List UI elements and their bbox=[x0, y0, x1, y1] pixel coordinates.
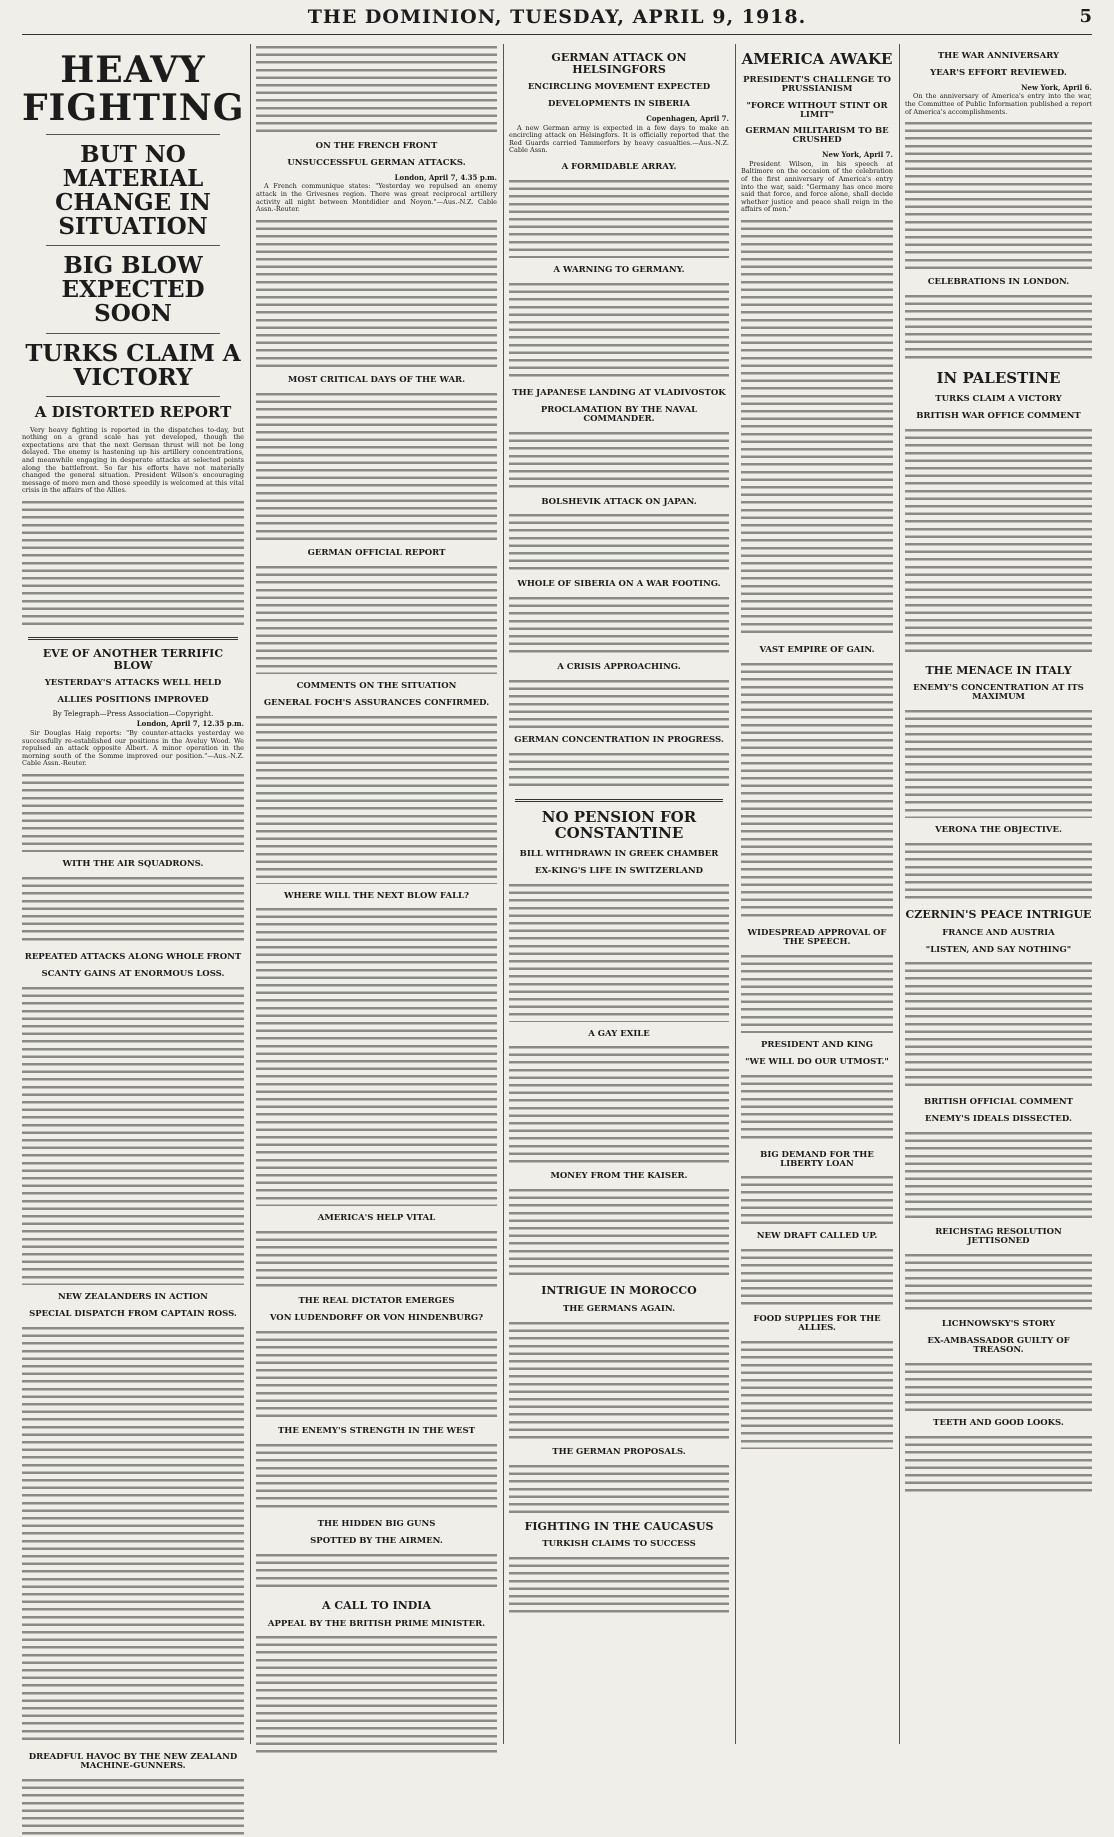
section-hidden-guns: THE HIDDEN BIG GUNS bbox=[317, 1519, 436, 1530]
article-text-lines bbox=[905, 120, 1092, 270]
column-rule bbox=[899, 44, 900, 1744]
subhead-war-office: BRITISH WAR OFFICE COMMENT bbox=[916, 410, 1081, 421]
subhead-ludendorff: VON LUDENDORFF OR VON HINDENBURG? bbox=[269, 1313, 484, 1324]
column-1 bbox=[22, 44, 245, 1771]
section-teeth-good-looks: TEETH AND GOOD LOOKS. bbox=[933, 1417, 1064, 1428]
article-text-lines bbox=[22, 499, 244, 629]
section-french-front: ON THE FRENCH FRONT bbox=[315, 141, 438, 151]
subhead-foch: GENERAL FOCH'S ASSURANCES CONFIRMED. bbox=[263, 697, 490, 708]
article-text-lines bbox=[509, 1555, 729, 1615]
subhead-presidents-challenge: PRESIDENT'S CHALLENGE TO PRUSSIANISM bbox=[743, 74, 891, 94]
headline-no-material-change: BUT NO MATERIAL CHANGE IN SITUATION bbox=[55, 140, 211, 241]
column-5 bbox=[905, 44, 1092, 1744]
lead-paragraph: Very heavy fighting is reported in the dispatches to-day, but nothing on a grand scale has yet developed, though the expectations are that the next German thrust will not be long delayed. The enemy is hastening up his artillery concentrations, and meanwhile engaging in desperate attacks at selected points along the battlefront. So far his efforts have not materially changed the general situation. President Wilson's encouraging message of more men and those speedily is welcomed at this vital crisis in the affairs of the Allies. bbox=[22, 425, 244, 495]
section-intrigue-morocco: INTRIGUE IN MOROCCO bbox=[541, 1284, 697, 1298]
section-menace-italy: THE MENACE IN ITALY bbox=[925, 663, 1072, 677]
article-text-lines bbox=[256, 714, 497, 884]
section-food-supplies: FOOD SUPPLIES FOR THE ALLIES. bbox=[753, 1314, 881, 1334]
column-rule bbox=[735, 44, 736, 1744]
article-text-lines bbox=[256, 44, 497, 134]
subhead-unsuccessful-attacks: UNSUCCESSFUL GERMAN ATTACKS. bbox=[287, 157, 466, 168]
divider bbox=[46, 134, 220, 135]
divider bbox=[46, 396, 220, 397]
dateline: New York, April 7. bbox=[822, 150, 893, 160]
article-text-lines bbox=[22, 1325, 244, 1745]
article-text-lines bbox=[741, 1247, 893, 1307]
article-text-lines bbox=[256, 906, 497, 1206]
dateline: Copenhagen, April 7. bbox=[646, 113, 729, 123]
section-president-and-king: PRESIDENT AND KING bbox=[760, 1039, 874, 1050]
dateline: London, April 7, 4.35 p.m. bbox=[394, 172, 497, 182]
divider bbox=[46, 245, 220, 246]
subhead-utmost: "WE WILL DO OUR UTMOST." bbox=[745, 1056, 889, 1067]
section-critical-days: MOST CRITICAL DAYS OF THE WAR. bbox=[287, 374, 466, 385]
section-german-official: GERMAN OFFICIAL REPORT bbox=[307, 547, 446, 558]
section-dreadful-havoc: DREADFUL HAVOC BY THE NEW ZEALAND MACHINE-GUNNERS. bbox=[28, 1751, 238, 1771]
subhead-next-blow: WHERE WILL THE NEXT BLOW FALL? bbox=[283, 890, 470, 901]
subhead-siberia: DEVELOPMENTS IN SIBERIA bbox=[548, 99, 690, 110]
divider bbox=[28, 637, 238, 640]
section-gay-exile: A GAY EXILE bbox=[588, 1028, 650, 1039]
section-siberia-war-footing: WHOLE OF SIBERIA ON A WAR FOOTING. bbox=[517, 579, 721, 590]
section-new-zealanders: NEW ZEALANDERS IN ACTION bbox=[58, 1291, 208, 1302]
section-war-anniversary: THE WAR ANNIVERSARY bbox=[937, 51, 1060, 61]
article-text-lines bbox=[256, 218, 497, 368]
subhead-vast-empire: VAST EMPIRE OF GAIN. bbox=[759, 645, 875, 656]
article-text-lines bbox=[256, 1229, 497, 1289]
section-british-official: BRITISH OFFICIAL COMMENT bbox=[924, 1097, 1073, 1108]
subhead-attacks-held: YESTERDAY'S ATTACKS WELL HELD bbox=[44, 678, 222, 689]
article-text-lines bbox=[509, 430, 729, 490]
section-caucasus: FIGHTING IN THE CAUCASUS bbox=[524, 1519, 714, 1533]
column-rule bbox=[250, 44, 251, 1744]
page-number: 5 bbox=[1079, 6, 1092, 27]
dateline: London, April 7, 12.35 p.m. bbox=[136, 719, 244, 729]
article-text-lines bbox=[741, 1073, 893, 1143]
subhead-appeal: APPEAL BY THE BRITISH PRIME MINISTER. bbox=[267, 1618, 486, 1629]
column-2 bbox=[256, 44, 497, 1744]
section-liberty-loan: BIG DEMAND FOR THE LIBERTY LOAN bbox=[760, 1149, 874, 1169]
divider bbox=[515, 799, 723, 802]
section-repeated-attacks: REPEATED ATTACKS ALONG WHOLE FRONT bbox=[24, 951, 242, 962]
article-text-lines bbox=[509, 1320, 729, 1440]
subhead-force-without-stint: "FORCE WITHOUT STINT OR LIMIT" bbox=[746, 100, 888, 120]
article-text-lines bbox=[905, 1434, 1092, 1494]
subhead-ex-king: EX-KING'S LIFE IN SWITZERLAND bbox=[535, 865, 703, 876]
article-text-lines bbox=[256, 391, 497, 541]
article-text-lines bbox=[22, 1777, 244, 1837]
section-german-proposals: THE GERMAN PROPOSALS. bbox=[552, 1446, 686, 1457]
section-reichstag: REICHSTAG RESOLUTION JETTISONED bbox=[935, 1227, 1062, 1247]
subhead-turkish-claims: TURKISH CLAIMS TO SUCCESS bbox=[542, 1539, 696, 1550]
section-bolshevik-attack: BOLSHEVIK ATTACK ON JAPAN. bbox=[541, 496, 697, 507]
article-text-lines bbox=[509, 512, 729, 572]
article-paragraph: A new German army is expected in a few days to make an encircling attack on Helsingfors. It is officially reported that the Red Guards carried Tammerfors by heavy casualties.—Aus.-N.Z. Cable Assn. bbox=[509, 123, 729, 155]
divider bbox=[46, 333, 220, 334]
article-text-lines bbox=[509, 1187, 729, 1277]
article-text-lines bbox=[741, 953, 893, 1033]
section-widespread-approval: WIDESPREAD APPROVAL OF THE SPEECH. bbox=[747, 927, 887, 947]
section-helsingfors: GERMAN ATTACK ON HELSINGFORS bbox=[551, 51, 687, 76]
article-text-lines bbox=[741, 661, 893, 921]
article-text-lines bbox=[905, 427, 1092, 657]
section-verona: VERONA THE OBJECTIVE. bbox=[935, 825, 1062, 836]
masthead-title: THE DOMINION, TUESDAY, APRIL 9, 1918. bbox=[307, 6, 807, 28]
article-text-lines bbox=[905, 841, 1092, 901]
article-text-lines bbox=[509, 281, 729, 381]
subhead-france-austria: FRANCE AND AUSTRIA bbox=[942, 927, 1055, 938]
headline-heavy-fighting: HEAVY FIGHTING bbox=[22, 49, 245, 129]
section-new-draft: NEW DRAFT CALLED UP. bbox=[756, 1231, 878, 1242]
article-paragraph: Sir Douglas Haig reports: "By counter-attacks yesterday we successfully re-established our positions in the Aveluy Wood. We repulsed an attack opposite Albert. A minor operation in the morning south of the Somme improved our position."—Aus.-N.Z. Cable Assn.-Reuter. bbox=[22, 729, 244, 768]
article-text-lines bbox=[905, 960, 1092, 1090]
column-3 bbox=[509, 44, 729, 1744]
section-real-dictator: THE REAL DICTATOR EMERGES bbox=[298, 1296, 455, 1307]
section-america-awake: AMERICA AWAKE bbox=[741, 50, 893, 68]
subhead-proclamation: PROCLAMATION BY THE NAVAL COMMANDER. bbox=[540, 404, 698, 424]
section-call-to-india: A CALL TO INDIA bbox=[322, 1598, 431, 1612]
article-text-lines bbox=[509, 1463, 729, 1513]
article-text-lines bbox=[509, 751, 729, 791]
column-4 bbox=[741, 44, 893, 1744]
headline-distorted-report: A DISTORTED REPORT bbox=[34, 402, 232, 421]
section-formidable-array: A FORMIDABLE ARRAY. bbox=[561, 161, 677, 172]
article-text-lines bbox=[905, 1130, 1092, 1220]
subhead-concentration: ENEMY'S CONCENTRATION AT ITS MAXIMUM bbox=[913, 683, 1084, 703]
section-americas-help: AMERICA'S HELP VITAL bbox=[317, 1213, 436, 1224]
section-lichnowsky: LICHNOWSKY'S STORY bbox=[941, 1319, 1056, 1330]
section-eve-of-blow: EVE OF ANOTHER TERRIFIC BLOW bbox=[42, 646, 224, 672]
headline-turks-claim: TURKS CLAIM A VICTORY bbox=[25, 339, 241, 391]
article-text-lines bbox=[509, 1044, 729, 1164]
subhead-turks-claim: TURKS CLAIM A VICTORY bbox=[935, 393, 1062, 404]
subhead-listen: "LISTEN, AND SAY NOTHING" bbox=[925, 944, 1072, 955]
headline-big-blow: BIG BLOW EXPECTED SOON bbox=[61, 252, 205, 328]
article-text-lines bbox=[22, 985, 244, 1285]
article-text-lines bbox=[509, 678, 729, 728]
section-czernin: CZERNIN'S PEACE INTRIGUE bbox=[905, 908, 1092, 922]
article-text-lines bbox=[256, 1552, 497, 1592]
subhead-spotted: SPOTTED BY THE AIRMEN. bbox=[310, 1536, 443, 1547]
subhead-encircling: ENCIRCLING MOVEMENT EXPECTED bbox=[527, 82, 711, 93]
section-in-palestine: IN PALESTINE bbox=[936, 369, 1061, 388]
section-german-concentration: GERMAN CONCENTRATION IN PROGRESS. bbox=[514, 735, 724, 746]
article-paragraph: President Wilson, in his speech at Baltimore on the occasion of the celebration of the first anniversary of America's entry into the war, said: "Germany has once more said that force, and force alone, shall decide whether justice and peace shall reign in the affairs of men." bbox=[741, 159, 893, 214]
article-text-lines bbox=[256, 564, 497, 674]
subhead-militarism-crushed: GERMAN MILITARISM TO BE CRUSHED bbox=[745, 126, 889, 146]
article-text-lines bbox=[905, 1252, 1092, 1312]
subhead-treason: EX-AMBASSADOR GUILTY OF TREASON. bbox=[927, 1336, 1070, 1355]
article-paragraph: On the anniversary of America's entry into the war, the Committee of Public Information published a report of America's accomplishments. bbox=[905, 92, 1092, 116]
masthead bbox=[22, 6, 1092, 35]
subhead-scanty-gains: SCANTY GAINS AT ENORMOUS LOSS. bbox=[41, 968, 225, 979]
article-text-lines bbox=[741, 1174, 893, 1224]
article-text-lines bbox=[741, 1339, 893, 1449]
article-text-lines bbox=[509, 882, 729, 1022]
section-warning-germany: A WARNING TO GERMANY. bbox=[553, 264, 685, 275]
dateline: New York, April 6. bbox=[1021, 82, 1092, 92]
section-enemy-strength: THE ENEMY'S STRENGTH IN THE WEST bbox=[277, 1426, 476, 1437]
subhead-bill-withdrawn: BILL WITHDRAWN IN GREEK CHAMBER bbox=[519, 848, 719, 859]
article-text-lines bbox=[905, 708, 1092, 818]
subhead-year-reviewed: YEAR'S EFFORT REVIEWED. bbox=[930, 67, 1067, 78]
section-crisis: A CRISIS APPROACHING. bbox=[557, 662, 681, 673]
article-text-lines bbox=[22, 875, 244, 945]
section-celebrations-london: CELEBRATIONS IN LONDON. bbox=[927, 277, 1070, 288]
subhead-captain-ross: SPECIAL DISPATCH FROM CAPTAIN ROSS. bbox=[29, 1308, 237, 1319]
subhead-germans-again: THE GERMANS AGAIN. bbox=[562, 1303, 676, 1314]
subhead-money-kaiser: MONEY FROM THE KAISER. bbox=[550, 1171, 688, 1182]
section-comments: COMMENTS ON THE SITUATION bbox=[296, 680, 457, 691]
section-air-squadrons: WITH THE AIR SQUADRONS. bbox=[62, 859, 204, 870]
article-text-lines bbox=[509, 178, 729, 258]
byline: By Telegraph—Press Association—Copyright. bbox=[52, 709, 214, 718]
article-text-lines bbox=[256, 1634, 497, 1754]
article-text-lines bbox=[256, 1329, 497, 1419]
section-no-pension: NO PENSION FOR CONSTANTINE bbox=[541, 808, 697, 842]
article-paragraph: A French communique states: "Yesterday we repulsed an enemy attack in the Grivesnes region. There was great reciprocal artillery activity all night between Montdidier and Noyon."—Aus.-N.Z. Cable Assn.-Reuter. bbox=[256, 182, 497, 214]
article-text-lines bbox=[22, 772, 244, 852]
subhead-allies-positions: ALLIES POSITIONS IMPROVED bbox=[57, 694, 209, 705]
article-text-lines bbox=[741, 218, 893, 638]
article-text-lines bbox=[509, 595, 729, 655]
column-rule bbox=[503, 44, 504, 1744]
subhead-ideals-dissected: ENEMY'S IDEALS DISSECTED. bbox=[925, 1114, 1072, 1125]
section-japanese-landing: THE JAPANESE LANDING AT VLADIVOSTOK bbox=[512, 387, 726, 398]
article-text-lines bbox=[256, 1442, 497, 1512]
article-text-lines bbox=[905, 1361, 1092, 1411]
article-text-lines bbox=[905, 293, 1092, 363]
